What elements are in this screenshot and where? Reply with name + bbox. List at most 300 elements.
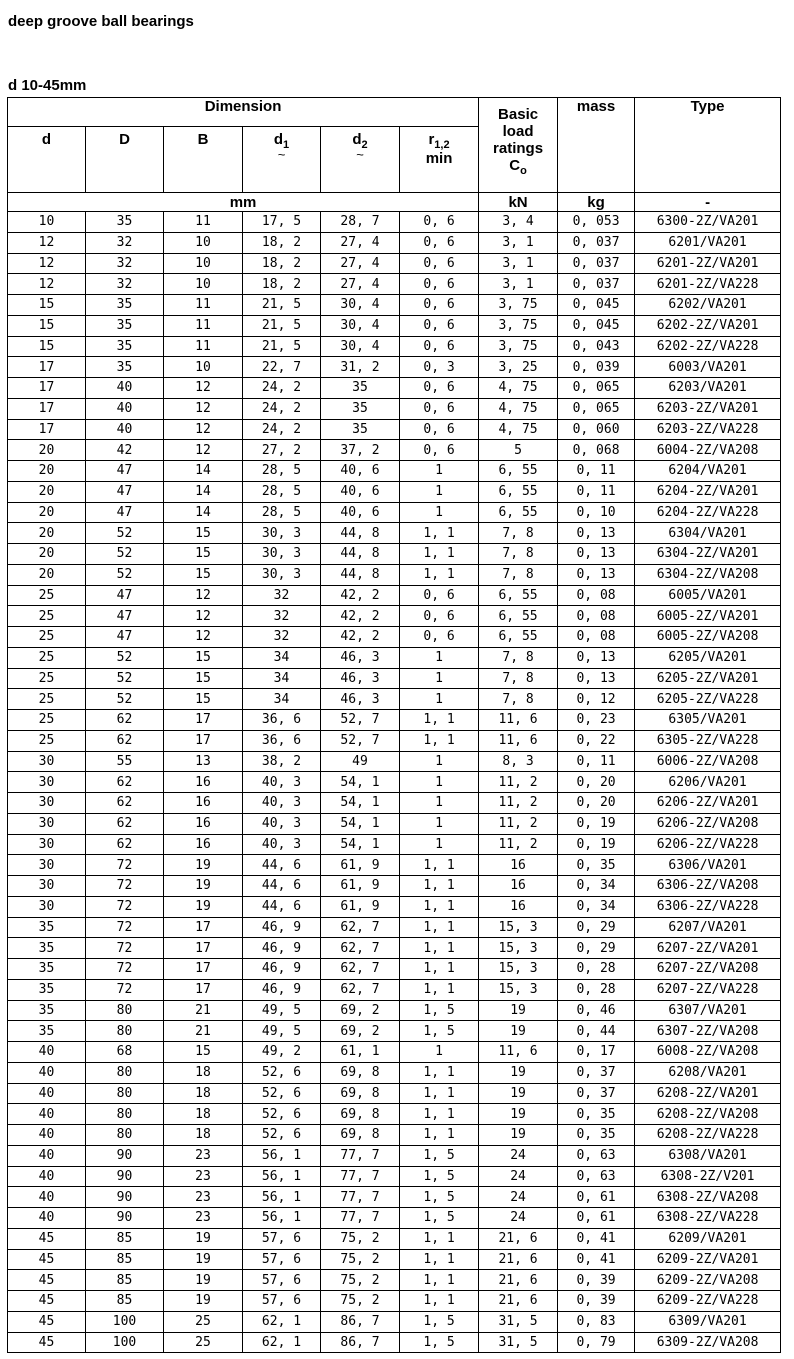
cell-d: 30 xyxy=(8,834,86,855)
min-label: min xyxy=(425,150,453,167)
cell-co: 4, 75 xyxy=(479,419,558,440)
cell-d2: 62, 7 xyxy=(321,938,400,959)
cell-r: 1 xyxy=(400,793,479,814)
cell-co: 6, 55 xyxy=(479,481,558,502)
cell-B: 17 xyxy=(164,959,243,980)
cell-r: 1, 1 xyxy=(400,1083,479,1104)
cell-mass: 0, 039 xyxy=(558,357,635,378)
cell-d1: 57, 6 xyxy=(243,1270,321,1291)
table-row xyxy=(8,295,781,316)
cell-d1: 32 xyxy=(243,627,321,648)
cell-d1: 30, 3 xyxy=(243,544,321,565)
cell-type: 6208-2Z/VA208 xyxy=(635,1104,781,1125)
cell-mass: 0, 19 xyxy=(558,834,635,855)
cell-d: 20 xyxy=(8,502,86,523)
cell-co: 6, 55 xyxy=(479,606,558,627)
cell-D: 72 xyxy=(86,959,164,980)
cell-co: 4, 75 xyxy=(479,378,558,399)
cell-mass: 0, 10 xyxy=(558,502,635,523)
cell-mass: 0, 35 xyxy=(558,1125,635,1146)
cell-d2: 69, 8 xyxy=(321,1125,400,1146)
cell-co: 7, 8 xyxy=(479,647,558,668)
col-d1-header: $d_1$ ~ xyxy=(243,127,321,193)
cell-d1: 34 xyxy=(243,647,321,668)
cell-type: 6208/VA201 xyxy=(635,1062,781,1083)
cell-co: 11, 6 xyxy=(479,710,558,731)
cell-D: 80 xyxy=(86,1000,164,1021)
cell-B: 11 xyxy=(164,315,243,336)
cell-mass: 0, 053 xyxy=(558,212,635,233)
cell-co: 21, 6 xyxy=(479,1249,558,1270)
table-row xyxy=(8,232,781,253)
cell-d1: 44, 6 xyxy=(243,876,321,897)
cell-B: 15 xyxy=(164,1042,243,1063)
cell-mass: 0, 22 xyxy=(558,730,635,751)
cell-r: 0, 6 xyxy=(400,315,479,336)
cell-co: 21, 6 xyxy=(479,1291,558,1312)
table-row xyxy=(8,1021,781,1042)
cell-d2: 42, 2 xyxy=(321,627,400,648)
cell-type: 6208-2Z/VA201 xyxy=(635,1083,781,1104)
cell-r: 1 xyxy=(400,668,479,689)
table-row xyxy=(8,1311,781,1332)
cell-r: 1, 1 xyxy=(400,564,479,585)
cell-r: 0, 6 xyxy=(400,606,479,627)
cell-D: 52 xyxy=(86,647,164,668)
cell-D: 35 xyxy=(86,295,164,316)
cell-r: 1 xyxy=(400,1042,479,1063)
cell-D: 47 xyxy=(86,606,164,627)
cell-B: 10 xyxy=(164,274,243,295)
cell-d1: 28, 5 xyxy=(243,502,321,523)
table-row xyxy=(8,481,781,502)
table-row xyxy=(8,689,781,710)
cell-type: 6008-2Z/VA208 xyxy=(635,1042,781,1063)
col-D-header: D xyxy=(86,127,164,193)
cell-D: 80 xyxy=(86,1021,164,1042)
cell-type: 6202-2Z/VA201 xyxy=(635,315,781,336)
cell-d1: 36, 6 xyxy=(243,730,321,751)
cell-mass: 0, 28 xyxy=(558,959,635,980)
table-row xyxy=(8,419,781,440)
cell-mass: 0, 08 xyxy=(558,627,635,648)
cell-d: 20 xyxy=(8,564,86,585)
cell-mass: 0, 61 xyxy=(558,1187,635,1208)
cell-mass: 0, 060 xyxy=(558,419,635,440)
cell-co: 4, 75 xyxy=(479,398,558,419)
cell-r: 1, 1 xyxy=(400,544,479,565)
cell-d2: 77, 7 xyxy=(321,1187,400,1208)
cell-type: 6202/VA201 xyxy=(635,295,781,316)
cell-type: 6204-2Z/VA201 xyxy=(635,481,781,502)
cell-B: 19 xyxy=(164,1249,243,1270)
cell-co: 3, 75 xyxy=(479,336,558,357)
cell-co: 3, 75 xyxy=(479,295,558,316)
cell-d2: 61, 9 xyxy=(321,876,400,897)
cell-mass: 0, 11 xyxy=(558,461,635,482)
cell-type: 6204/VA201 xyxy=(635,461,781,482)
cell-d: 40 xyxy=(8,1083,86,1104)
cell-type: 6201-2Z/VA228 xyxy=(635,274,781,295)
cell-B: 15 xyxy=(164,668,243,689)
cell-co: 16 xyxy=(479,896,558,917)
cell-d: 30 xyxy=(8,751,86,772)
cell-r: 1, 1 xyxy=(400,1249,479,1270)
cell-B: 15 xyxy=(164,647,243,668)
tilde-mark: ~ xyxy=(277,147,286,162)
cell-B: 10 xyxy=(164,232,243,253)
col-B-header: B xyxy=(164,127,243,193)
unit-type: - xyxy=(635,193,781,212)
table-row xyxy=(8,710,781,731)
cell-D: 47 xyxy=(86,502,164,523)
cell-d: 40 xyxy=(8,1042,86,1063)
cell-type: 6209-2Z/VA201 xyxy=(635,1249,781,1270)
cell-d2: 77, 7 xyxy=(321,1208,400,1229)
cell-co: 6, 55 xyxy=(479,502,558,523)
table-row xyxy=(8,1208,781,1229)
cell-co: 6, 55 xyxy=(479,585,558,606)
table-row xyxy=(8,315,781,336)
cell-type: 6203-2Z/VA201 xyxy=(635,398,781,419)
cell-d1: 30, 3 xyxy=(243,564,321,585)
cell-type: 6308-2Z/VA208 xyxy=(635,1187,781,1208)
cell-d1: 56, 1 xyxy=(243,1208,321,1229)
cell-co: 19 xyxy=(479,1125,558,1146)
cell-d1: 46, 9 xyxy=(243,959,321,980)
cell-co: 24 xyxy=(479,1166,558,1187)
cell-B: 19 xyxy=(164,876,243,897)
cell-type: 6209-2Z/VA208 xyxy=(635,1270,781,1291)
cell-r: 1, 1 xyxy=(400,710,479,731)
cell-r: 0, 6 xyxy=(400,336,479,357)
cell-r: 0, 6 xyxy=(400,585,479,606)
cell-d1: 30, 3 xyxy=(243,523,321,544)
cell-d1: 46, 9 xyxy=(243,917,321,938)
cell-r: 1 xyxy=(400,689,479,710)
page-title: deep groove ball bearings xyxy=(8,13,194,30)
cell-d1: 57, 6 xyxy=(243,1228,321,1249)
cell-d: 17 xyxy=(8,357,86,378)
table-row xyxy=(8,461,781,482)
cell-co: 16 xyxy=(479,876,558,897)
table-row xyxy=(8,1249,781,1270)
cell-D: 32 xyxy=(86,274,164,295)
cell-d2: 49 xyxy=(321,751,400,772)
cell-type: 6304-2Z/VA208 xyxy=(635,564,781,585)
cell-mass: 0, 63 xyxy=(558,1166,635,1187)
cell-mass: 0, 37 xyxy=(558,1083,635,1104)
cell-r: 0, 6 xyxy=(400,253,479,274)
cell-r: 1, 5 xyxy=(400,1166,479,1187)
cell-d2: 77, 7 xyxy=(321,1145,400,1166)
cell-d1: 56, 1 xyxy=(243,1187,321,1208)
cell-B: 18 xyxy=(164,1125,243,1146)
cell-d1: 49, 5 xyxy=(243,1000,321,1021)
cell-type: 6308-2Z/V201 xyxy=(635,1166,781,1187)
cell-B: 18 xyxy=(164,1062,243,1083)
cell-D: 40 xyxy=(86,419,164,440)
cell-r: 1, 1 xyxy=(400,938,479,959)
table-row xyxy=(8,917,781,938)
cell-B: 17 xyxy=(164,979,243,1000)
cell-type: 6207/VA201 xyxy=(635,917,781,938)
cell-D: 85 xyxy=(86,1270,164,1291)
cell-mass: 0, 037 xyxy=(558,232,635,253)
cell-d2: 40, 6 xyxy=(321,502,400,523)
cell-r: 1, 1 xyxy=(400,959,479,980)
cell-mass: 0, 44 xyxy=(558,1021,635,1042)
cell-mass: 0, 065 xyxy=(558,398,635,419)
cell-r: 1, 1 xyxy=(400,917,479,938)
table-row xyxy=(8,544,781,565)
cell-mass: 0, 08 xyxy=(558,585,635,606)
cell-d: 25 xyxy=(8,689,86,710)
cell-D: 47 xyxy=(86,585,164,606)
cell-D: 32 xyxy=(86,232,164,253)
table-row xyxy=(8,1228,781,1249)
cell-co: 5 xyxy=(479,440,558,461)
cell-B: 17 xyxy=(164,938,243,959)
cell-d: 12 xyxy=(8,274,86,295)
cell-B: 19 xyxy=(164,1270,243,1291)
cell-r: 1, 1 xyxy=(400,1125,479,1146)
cell-type: 6006-2Z/VA208 xyxy=(635,751,781,772)
table-row xyxy=(8,1000,781,1021)
cell-r: 1 xyxy=(400,481,479,502)
cell-co: 15, 3 xyxy=(479,979,558,1000)
cell-B: 14 xyxy=(164,481,243,502)
cell-D: 90 xyxy=(86,1187,164,1208)
cell-B: 15 xyxy=(164,544,243,565)
col-r-header: $r_{1,2}$ min xyxy=(400,127,479,193)
table-row xyxy=(8,1104,781,1125)
cell-mass: 0, 34 xyxy=(558,876,635,897)
unit-mm: mm xyxy=(8,193,479,212)
cell-d1: 46, 9 xyxy=(243,938,321,959)
cell-D: 52 xyxy=(86,668,164,689)
cell-type: 6209/VA201 xyxy=(635,1228,781,1249)
cell-D: 80 xyxy=(86,1083,164,1104)
cell-mass: 0, 28 xyxy=(558,979,635,1000)
cell-r: 1, 1 xyxy=(400,523,479,544)
cell-r: 0, 6 xyxy=(400,440,479,461)
cell-B: 23 xyxy=(164,1187,243,1208)
cell-type: 6207-2Z/VA228 xyxy=(635,979,781,1000)
cell-B: 15 xyxy=(164,523,243,544)
cell-D: 85 xyxy=(86,1249,164,1270)
cell-d: 35 xyxy=(8,1000,86,1021)
cell-d1: 56, 1 xyxy=(243,1166,321,1187)
cell-d: 35 xyxy=(8,979,86,1000)
cell-mass: 0, 043 xyxy=(558,336,635,357)
cell-B: 12 xyxy=(164,419,243,440)
cell-B: 21 xyxy=(164,1000,243,1021)
cell-B: 12 xyxy=(164,440,243,461)
cell-d: 25 xyxy=(8,627,86,648)
cell-D: 72 xyxy=(86,896,164,917)
cell-co: 11, 2 xyxy=(479,772,558,793)
cell-type: 6305/VA201 xyxy=(635,710,781,731)
cell-d2: 61, 9 xyxy=(321,896,400,917)
cell-r: 0, 6 xyxy=(400,398,479,419)
table-row xyxy=(8,378,781,399)
cell-D: 42 xyxy=(86,440,164,461)
cell-d1: 17, 5 xyxy=(243,212,321,233)
table-row xyxy=(8,896,781,917)
cell-d2: 27, 4 xyxy=(321,253,400,274)
cell-type: 6206-2Z/VA228 xyxy=(635,834,781,855)
cell-r: 1, 5 xyxy=(400,1021,479,1042)
cell-co: 15, 3 xyxy=(479,917,558,938)
cell-D: 100 xyxy=(86,1311,164,1332)
cell-co: 31, 5 xyxy=(479,1332,558,1353)
cell-d1: 57, 6 xyxy=(243,1291,321,1312)
cell-mass: 0, 13 xyxy=(558,523,635,544)
cell-mass: 0, 17 xyxy=(558,1042,635,1063)
cell-d: 35 xyxy=(8,959,86,980)
cell-D: 72 xyxy=(86,876,164,897)
cell-d2: 54, 1 xyxy=(321,834,400,855)
table-row xyxy=(8,959,781,980)
cell-B: 16 xyxy=(164,834,243,855)
table-row xyxy=(8,979,781,1000)
cell-d: 12 xyxy=(8,232,86,253)
table-row xyxy=(8,253,781,274)
cell-type: 6206-2Z/VA208 xyxy=(635,813,781,834)
cell-d: 30 xyxy=(8,772,86,793)
cell-B: 19 xyxy=(164,1228,243,1249)
cell-co: 19 xyxy=(479,1021,558,1042)
cell-d1: 32 xyxy=(243,606,321,627)
cell-B: 11 xyxy=(164,295,243,316)
cell-B: 15 xyxy=(164,689,243,710)
cell-d: 25 xyxy=(8,647,86,668)
cell-co: 24 xyxy=(479,1208,558,1229)
table-row xyxy=(8,1187,781,1208)
cell-r: 0, 6 xyxy=(400,295,479,316)
cell-d1: 57, 6 xyxy=(243,1249,321,1270)
cell-D: 35 xyxy=(86,336,164,357)
cell-mass: 0, 39 xyxy=(558,1291,635,1312)
cell-r: 1, 1 xyxy=(400,876,479,897)
cell-d2: 44, 8 xyxy=(321,523,400,544)
cell-d: 15 xyxy=(8,315,86,336)
cell-B: 17 xyxy=(164,917,243,938)
cell-mass: 0, 79 xyxy=(558,1332,635,1353)
cell-d2: 35 xyxy=(321,398,400,419)
cell-mass: 0, 41 xyxy=(558,1249,635,1270)
cell-d: 30 xyxy=(8,876,86,897)
cell-type: 6304-2Z/VA201 xyxy=(635,544,781,565)
cell-r: 0, 6 xyxy=(400,212,479,233)
cell-d2: 52, 7 xyxy=(321,730,400,751)
table-row xyxy=(8,606,781,627)
dimension-header: Dimension xyxy=(8,98,479,127)
cell-d2: 69, 8 xyxy=(321,1104,400,1125)
cell-B: 25 xyxy=(164,1311,243,1332)
cell-d1: 18, 2 xyxy=(243,274,321,295)
cell-type: 6203-2Z/VA228 xyxy=(635,419,781,440)
table-row xyxy=(8,1332,781,1353)
cell-d2: 42, 2 xyxy=(321,585,400,606)
cell-D: 47 xyxy=(86,461,164,482)
cell-d2: 75, 2 xyxy=(321,1270,400,1291)
cell-r: 1, 1 xyxy=(400,979,479,1000)
cell-d1: 32 xyxy=(243,585,321,606)
cell-B: 17 xyxy=(164,710,243,731)
cell-d1: 34 xyxy=(243,668,321,689)
cell-co: 11, 6 xyxy=(479,730,558,751)
cell-D: 72 xyxy=(86,917,164,938)
cell-co: 19 xyxy=(479,1083,558,1104)
cell-d: 15 xyxy=(8,295,86,316)
cell-d2: 62, 7 xyxy=(321,979,400,1000)
cell-B: 11 xyxy=(164,336,243,357)
cell-B: 19 xyxy=(164,896,243,917)
ratings-label: ratings xyxy=(493,140,544,157)
cell-mass: 0, 037 xyxy=(558,274,635,295)
table-row xyxy=(8,274,781,295)
cell-r: 1 xyxy=(400,813,479,834)
cell-d: 40 xyxy=(8,1208,86,1229)
cell-d: 25 xyxy=(8,710,86,731)
cell-co: 11, 2 xyxy=(479,813,558,834)
cell-d2: 30, 4 xyxy=(321,295,400,316)
cell-B: 13 xyxy=(164,751,243,772)
cell-d: 30 xyxy=(8,855,86,876)
cell-d: 17 xyxy=(8,378,86,399)
cell-d2: 40, 6 xyxy=(321,481,400,502)
basic-label: Basic xyxy=(498,106,539,123)
cell-type: 6308-2Z/VA228 xyxy=(635,1208,781,1229)
cell-co: 3, 1 xyxy=(479,274,558,295)
cell-type: 6209-2Z/VA228 xyxy=(635,1291,781,1312)
tilde-mark: ~ xyxy=(356,147,364,162)
cell-d1: 34 xyxy=(243,689,321,710)
cell-type: 6307-2Z/VA208 xyxy=(635,1021,781,1042)
cell-d2: 31, 2 xyxy=(321,357,400,378)
cell-type: 6307/VA201 xyxy=(635,1000,781,1021)
cell-type: 6306-2Z/VA228 xyxy=(635,896,781,917)
cell-d: 10 xyxy=(8,212,86,233)
cell-d: 45 xyxy=(8,1249,86,1270)
cell-d: 30 xyxy=(8,793,86,814)
cell-r: 1 xyxy=(400,751,479,772)
cell-d: 20 xyxy=(8,544,86,565)
table-row xyxy=(8,1125,781,1146)
cell-D: 47 xyxy=(86,627,164,648)
cell-d1: 52, 6 xyxy=(243,1104,321,1125)
cell-B: 16 xyxy=(164,793,243,814)
range-subtitle: d 10-45mm xyxy=(8,77,87,94)
cell-d1: 40, 3 xyxy=(243,813,321,834)
cell-B: 14 xyxy=(164,502,243,523)
table-row xyxy=(8,502,781,523)
cell-mass: 0, 13 xyxy=(558,544,635,565)
cell-D: 85 xyxy=(86,1291,164,1312)
cell-D: 68 xyxy=(86,1042,164,1063)
cell-r: 0, 6 xyxy=(400,378,479,399)
cell-mass: 0, 20 xyxy=(558,772,635,793)
cell-D: 85 xyxy=(86,1228,164,1249)
cell-d1: 22, 7 xyxy=(243,357,321,378)
cell-type: 6309/VA201 xyxy=(635,1311,781,1332)
cell-r: 1, 5 xyxy=(400,1208,479,1229)
cell-co: 3, 25 xyxy=(479,357,558,378)
cell-d1: 27, 2 xyxy=(243,440,321,461)
cell-mass: 0, 37 xyxy=(558,1062,635,1083)
